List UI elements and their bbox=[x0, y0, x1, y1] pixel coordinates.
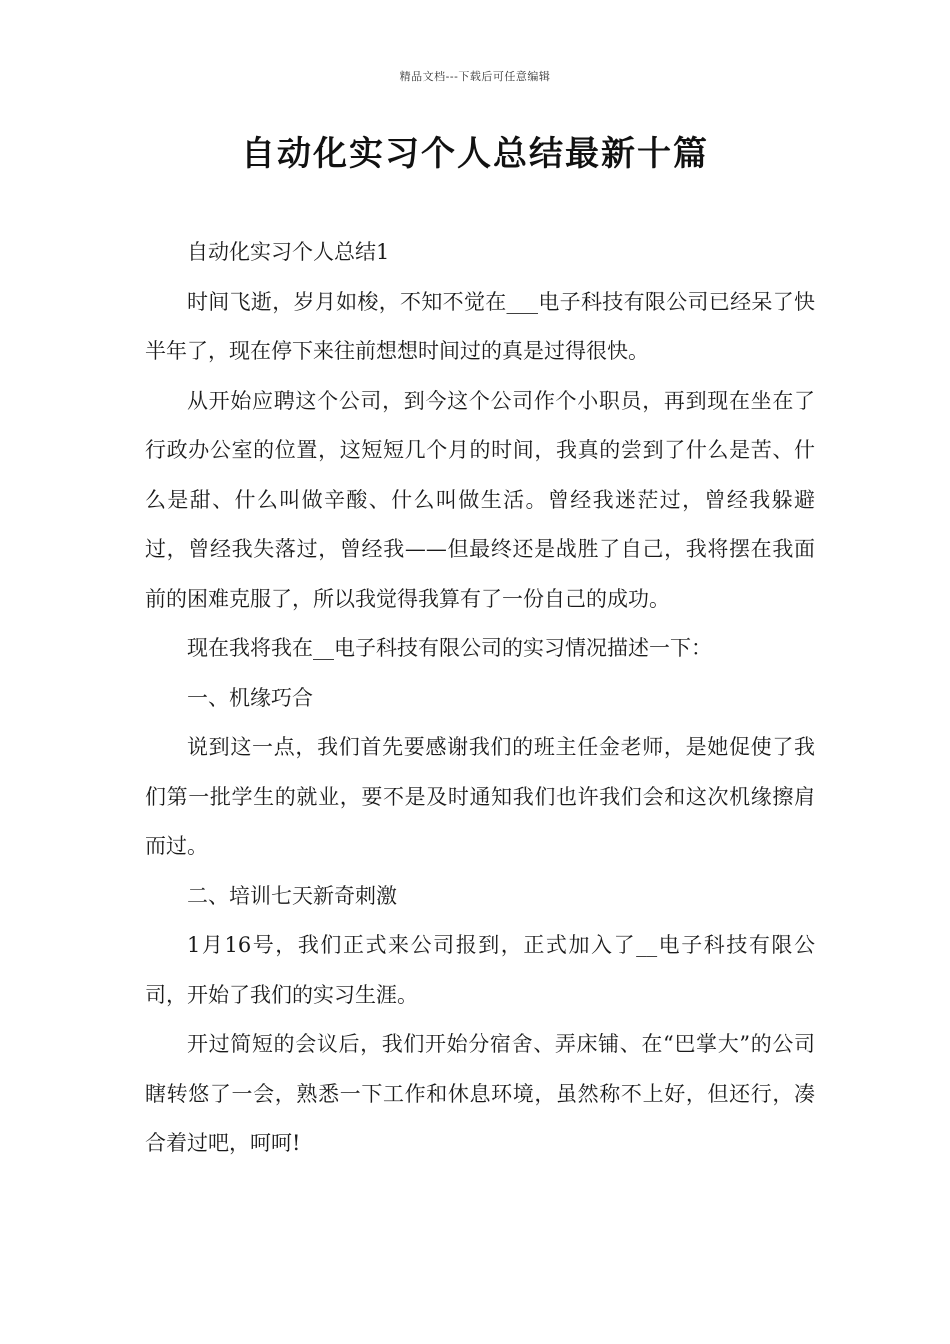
paragraph: 说到这一点，我们首先要感谢我们的班主任金老师，是她促使了我们第一批学生的就业，要不是及时通知我们也许我们会和这次机缘擦肩而过。 bbox=[145, 735, 815, 858]
subheading-opportunity: 一、机缘巧合 bbox=[187, 685, 313, 710]
header-note: 精品文档---下载后可任意编辑 bbox=[399, 70, 551, 83]
document-title: 自动化实习个人总结最新十篇 bbox=[241, 134, 709, 174]
paragraph: 从开始应聘这个公司，到今这个公司作个小职员，再到现在坐在了行政办公室的位置，这短短几个月的时间，我真的尝到了什么是苦、什么是甜、什么叫做辛酸、什么叫做生活。曾经我迷茫过，曾经我躲避过，曾经我失落过，曾经我——但最终还是战胜了自己，我将摆在我面前的困难克服了，所以我觉得我算有了一份自己的成功。 bbox=[145, 388, 815, 611]
document-body bbox=[145, 228, 815, 1169]
paragraph: 时间飞逝，岁月如梭，不知不觉在___电子科技有限公司已经呆了快半年了，现在停下来往前想想时间过的真是过得很快。 bbox=[145, 289, 815, 363]
subheading-training: 二、培训七天新奇刺激 bbox=[187, 883, 397, 908]
paragraph: 现在我将我在__电子科技有限公司的实习情况描述一下： bbox=[187, 636, 712, 660]
paragraph: 开过简短的会议后，我们开始分宿舍、弄床铺、在“巴掌大”的公司瞎转悠了一会，熟悉一下工作和休息环境，虽然称不上好，但还行，凑合着过吧，呵呵! bbox=[145, 1032, 815, 1155]
paragraph: 1月16号，我们正式来公司报到，正式加入了__电子科技有限公司，开始了我们的实习生涯。 bbox=[145, 933, 815, 1007]
section-heading-1: 自动化实习个人总结1 bbox=[187, 240, 390, 264]
